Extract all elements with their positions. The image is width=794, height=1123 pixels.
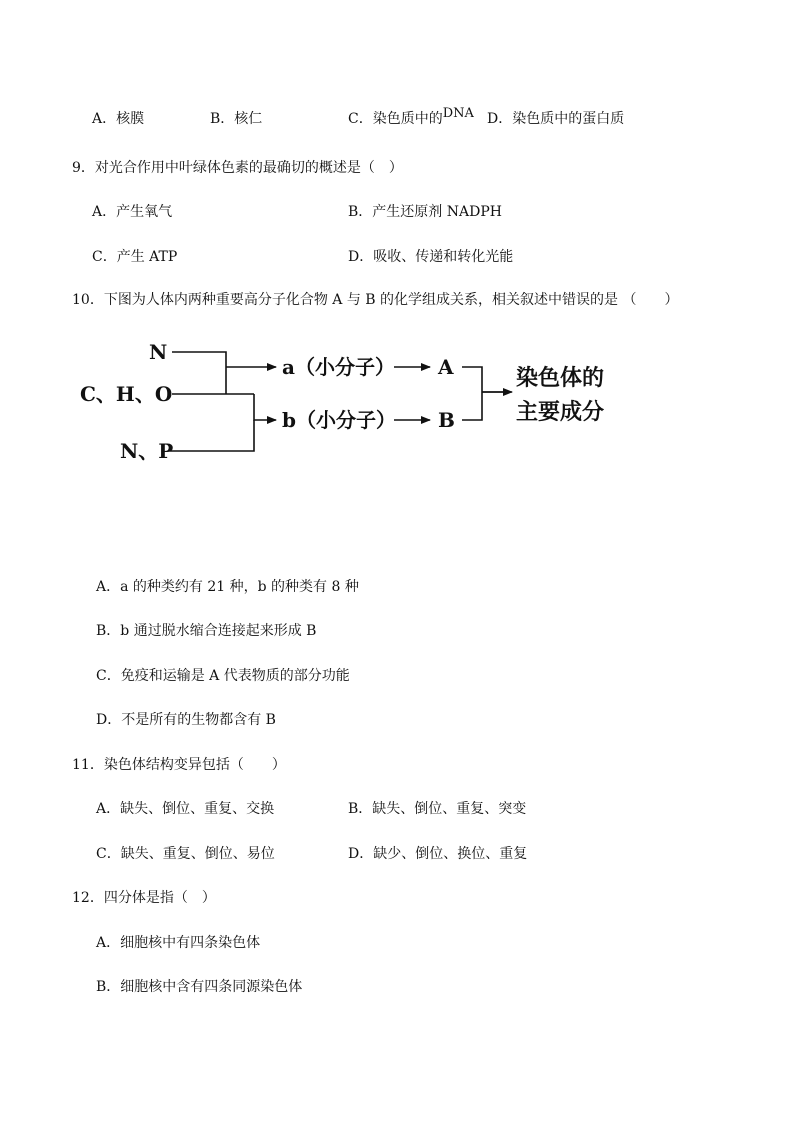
q12-option-a: A．细胞核中有四条染色体 (96, 935, 261, 951)
q11-option-b: B．缺失、倒位、重复、突变 (348, 801, 527, 817)
q9-option-b: B．产生还原剂 NADPH (348, 204, 502, 220)
q10-diagram (0, 330, 794, 480)
cho-to-b-branch (254, 394, 276, 420)
n-line (172, 352, 226, 394)
q9-stem: 9．对光合作用中叶绿体色素的最确切的概述是（ ） (72, 160, 403, 176)
q12-stem: 12．四分体是指（ ） (72, 890, 216, 906)
label-result-2: 主要成分 (516, 399, 605, 425)
q9-option-a: A．产生氧气 (92, 204, 173, 220)
label-np: N、P (120, 439, 174, 463)
q11-option-c: C．缺失、重复、倒位、易位 (96, 846, 275, 862)
q8-option-c-text: C．染色质中的 (348, 111, 443, 127)
label-n: N (149, 340, 168, 364)
label-a-small: a（小分子） (282, 355, 395, 379)
q10-stem: 10．下图为人体内两种重要高分子化合物 A 与 B 的化学组成关系，相关叙述中错误的是 （ ） (72, 292, 679, 308)
q8-option-b: B．核仁 (210, 111, 263, 127)
merge-bracket (462, 367, 508, 420)
q11-option-d: D．缺少、倒位、换位、重复 (348, 846, 528, 862)
label-b-small: b（小分子） (282, 408, 396, 432)
q9-option-c: C．产生 ATP (92, 249, 178, 265)
q12-option-b: B．细胞核中含有四条同源染色体 (96, 979, 303, 995)
np-line (170, 420, 254, 451)
q10-option-c: C．免疫和运输是 A 代表物质的部分功能 (96, 668, 350, 684)
q8-option-c (348, 106, 474, 129)
label-B: B (438, 408, 455, 432)
q8-option-d: D．染色质中的蛋白质 (487, 111, 625, 127)
label-result-1: 染色体的 (516, 365, 605, 391)
label-A: A (438, 355, 454, 379)
label-cho: C、H、O (80, 382, 173, 406)
q8-option-a: A．核膜 (92, 111, 145, 127)
q11-stem: 11．染色体结构变异包括（ ） (72, 757, 286, 773)
q10-option-b: B．b 通过脱水缩合连接起来形成 B (96, 623, 317, 639)
q9-option-d: D．吸收、传递和转化光能 (348, 249, 514, 265)
q10-option-d: D．不是所有的生物都含有 B (96, 712, 276, 728)
q8-dna-label: DNA (442, 106, 474, 121)
q11-option-a: A．缺失、倒位、重复、交换 (96, 801, 275, 817)
q10-option-a: A．a 的种类约有 21 种，b 的种类有 8 种 (96, 579, 359, 595)
